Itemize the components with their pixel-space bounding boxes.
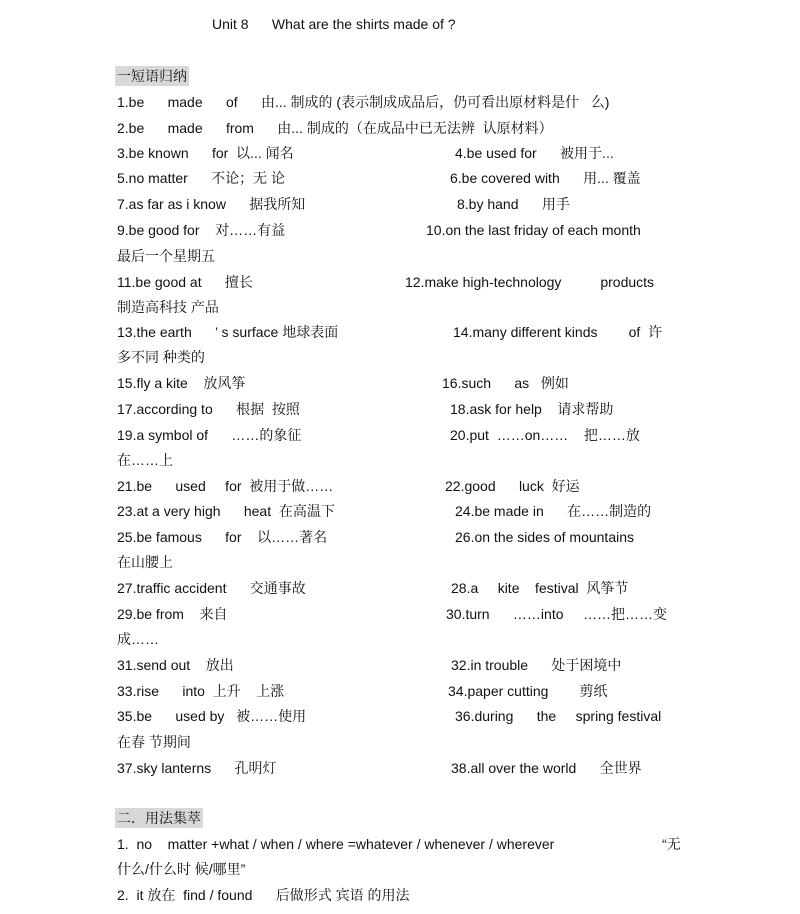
phrase-line-left: 13.the earth ’ s surface 地球表面 xyxy=(117,324,339,340)
phrase-line-left: 15.fly a kite 放风筝 xyxy=(117,375,246,391)
phrase-line-left: 制造高科技 产品 xyxy=(117,299,219,315)
phrase-line-left: 37.sky lanterns 孔明灯 xyxy=(117,760,277,776)
phrase-line-right: 36.during the spring festival xyxy=(455,708,662,724)
phrase-line-left: 23.at a very high heat 在高温下 xyxy=(117,503,335,519)
page-title: Unit 8 What are the shirts made of ? xyxy=(212,16,456,32)
phrase-line-right: 10.on the last friday of each month xyxy=(426,222,641,238)
phrase-line-left: 9.be good for 对……有益 xyxy=(117,222,286,238)
phrase-line-left: 19.a symbol of ……的象征 xyxy=(117,427,302,443)
usage-line-left: 2. it 放在 find / found 后做形式 宾语 的用法 xyxy=(117,887,410,903)
phrase-line-right: 8.by hand 用手 xyxy=(457,196,570,212)
phrase-line-left: 33.rise into 上升 上涨 xyxy=(117,683,285,699)
phrase-line-left: 最后一个星期五 xyxy=(117,248,215,264)
phrase-line-left: 在春 节期间 xyxy=(117,734,191,750)
phrase-line-right: 22.good luck 好运 xyxy=(445,478,580,494)
phrase-line-left: 5.no matter 不论；无 论 xyxy=(117,170,286,186)
section-heading-phrases: 一短语归纳 xyxy=(117,68,187,84)
phrase-line-left: 7.as far as i know 据我所知 xyxy=(117,196,306,212)
phrase-line-left: 在……上 xyxy=(117,452,173,468)
usage-line-right: “无 xyxy=(662,836,681,852)
phrase-line-right: 26.on the sides of mountains xyxy=(455,529,635,545)
phrase-line-left: 35.be used by 被……使用 xyxy=(117,708,307,724)
phrase-line-right: 30.turn ……into ……把……变 xyxy=(446,606,667,622)
phrase-line-right: 34.paper cutting 剪纸 xyxy=(448,683,608,699)
phrase-line-right: 38.all over the world 全世界 xyxy=(451,760,642,776)
phrase-line-left: 27.traffic accident 交通事故 xyxy=(117,580,306,596)
phrase-line-right: 16.such as 例如 xyxy=(442,375,569,391)
phrase-line-left: 成…… xyxy=(117,631,159,647)
section-heading-usage: 二．用法集萃 xyxy=(117,810,201,826)
phrase-line-left: 21.be used for 被用于做…… xyxy=(117,478,334,494)
phrase-line-left: 11.be good at 擅长 xyxy=(117,274,253,290)
usage-line-left: 1. no matter +what / when / where =whatever / whenever / wherever xyxy=(117,836,555,852)
phrase-line-left: 在山腰上 xyxy=(117,554,173,570)
usage-line-left: 什么/什么时 候/哪里” xyxy=(117,861,246,877)
phrase-line-left: 25.be famous for 以……著名 xyxy=(117,529,328,545)
phrase-line-left: 2.be made from 由... 制成的（在成品中已无法辨 认原材料） xyxy=(117,120,553,136)
phrase-line-right: 24.be made in 在……制造的 xyxy=(455,503,652,519)
phrase-line-right: 32.in trouble 处于困境中 xyxy=(451,657,622,673)
phrase-line-left: 17.according to 根据 按照 xyxy=(117,401,300,417)
phrase-line-left: 3.be known for 以... 闻名 xyxy=(117,145,294,161)
phrase-line-right: 20.put ……on…… 把……放 xyxy=(450,427,640,443)
phrase-line-right: 12.make high-technology products xyxy=(405,274,655,290)
phrase-line-right: 28.a kite festival 风筝节 xyxy=(451,580,629,596)
phrase-line-left: 31.send out 放出 xyxy=(117,657,234,673)
phrase-line-left: 多不同 种类的 xyxy=(117,349,205,365)
phrase-line-right: 6.be covered with 用... 覆盖 xyxy=(450,170,641,186)
phrase-line-right: 18.ask for help 请求帮助 xyxy=(450,401,614,417)
phrase-line-right: 14.many different kinds of 许 xyxy=(453,324,663,340)
phrase-line-left: 29.be from 来自 xyxy=(117,606,228,622)
phrase-line-right: 4.be used for 被用于... xyxy=(455,145,614,161)
phrase-line-left: 1.be made of 由... 制成的 (表示制成成品后，仍可看出原材料是什 么) xyxy=(117,94,610,110)
